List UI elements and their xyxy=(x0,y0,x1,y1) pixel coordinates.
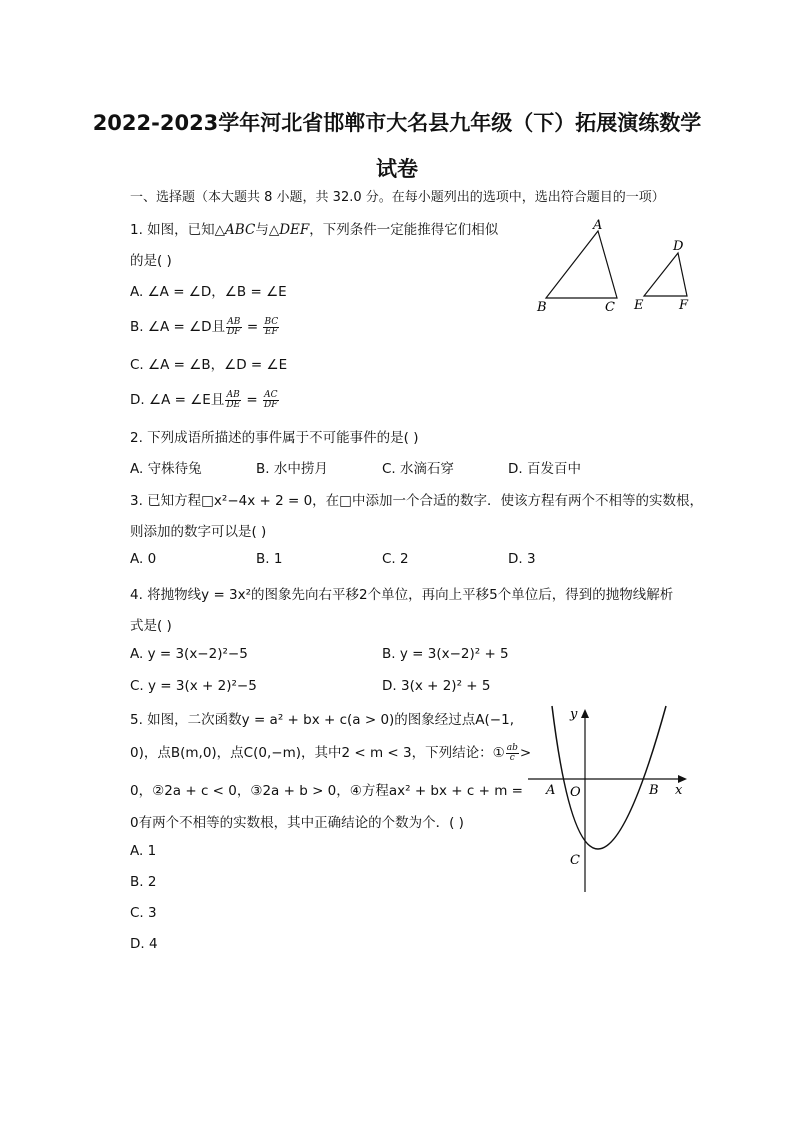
q3-option-d[interactable]: D. 3 xyxy=(508,551,536,567)
q1-triangle-abc: △ABC xyxy=(214,222,256,238)
y-axis-arrow xyxy=(581,709,589,718)
q1-option-a[interactable]: A. ∠A = ∠D，∠B = ∠E xyxy=(130,284,287,300)
q1-triangles-figure xyxy=(530,215,700,315)
q1-triangle-def: △DEF xyxy=(268,222,310,238)
q5-option-b[interactable]: B. 2 xyxy=(130,874,157,890)
q5-stem-line-1: 5. 如图，二次函数y = a² + bx + c(a > 0)的图象经过点A(−1, xyxy=(130,712,514,728)
q5-ab-over-c-fraction xyxy=(506,744,519,763)
q1-option-b-fraction-1 xyxy=(226,318,241,337)
q4-option-a[interactable]: A. y = 3(x−2)²−5 xyxy=(130,646,248,662)
fraction-numerator: BC xyxy=(264,316,279,327)
q1-stem-line-2: 的是( ) xyxy=(130,253,172,269)
q4-stem-line-2: 式是( ) xyxy=(130,618,172,634)
label-d: D xyxy=(673,239,684,254)
q5-parabola-figure xyxy=(525,702,695,902)
q5-option-a[interactable]: A. 1 xyxy=(130,843,157,859)
fraction-denominator: DE xyxy=(226,399,241,410)
fraction-numerator: AB xyxy=(227,316,241,327)
q5-stem-line-2-text: 0)，点B(m,0)，点C(0,−m)，其中2 < m < 3，下列结论：① xyxy=(130,745,505,761)
q5-stem-line-2-gt: > xyxy=(519,745,532,761)
point-label-a: A xyxy=(546,783,556,798)
q3-stem-line-1: 3. 已知方程□x²−4x + 2 = 0，在□中添加一个合适的数字．使该方程有两个不相等的实数根， xyxy=(130,493,703,509)
label-b: B xyxy=(537,300,547,315)
triangle-def xyxy=(644,253,687,296)
q1-stem-line-1 xyxy=(130,218,498,238)
q1-option-d-text: D. ∠A = ∠E且 xyxy=(130,392,225,408)
label-a: A xyxy=(593,218,603,233)
axis-label-x: x xyxy=(675,783,683,798)
q3-option-a[interactable]: A. 0 xyxy=(130,551,157,567)
fraction-denominator: DF xyxy=(264,399,278,410)
q1-stem-a: 1. 如图，已知 xyxy=(130,222,215,238)
section-header: 一、选择题（本大题共 8 小题，共 32.0 分。在每小题列出的选项中，选出符合题目的一项） xyxy=(130,190,665,205)
point-label-b: B xyxy=(649,783,659,798)
q4-option-c[interactable]: C. y = 3(x + 2)²−5 xyxy=(130,678,257,694)
fraction-numerator: ab xyxy=(506,742,518,753)
fraction-denominator: EF xyxy=(264,326,278,337)
q1-option-d-fraction-1 xyxy=(225,391,241,410)
q4-option-b[interactable]: B. y = 3(x−2)² + 5 xyxy=(382,646,509,662)
axis-label-y: y xyxy=(570,707,578,722)
q1-option-d-fraction-2 xyxy=(263,391,278,410)
q5-stem-line-2 xyxy=(130,741,531,763)
fraction-numerator: AC xyxy=(264,389,278,400)
q3-stem-line-2: 则添加的数字可以是( ) xyxy=(130,524,267,540)
page-title xyxy=(90,100,704,192)
triangle-abc xyxy=(546,231,617,298)
q1-option-b-fraction-2 xyxy=(263,318,279,337)
fraction-denominator: c xyxy=(509,752,515,763)
label-f: F xyxy=(679,298,689,313)
q4-stem-line-1: 4. 将抛物线y = 3x²的图象先向右平移2个单位，再向上平移5个单位后，得到的抛物线解析 xyxy=(130,587,674,603)
fraction-numerator: AB xyxy=(226,389,240,400)
point-label-c: C xyxy=(570,853,580,868)
q2-stem: 2. 下列成语所描述的事件属于不可能事件的是( ) xyxy=(130,430,419,446)
fraction-denominator: DF xyxy=(227,326,241,337)
title-line-1: 2022-2023学年河北省邯郸市大名县九年级（下）拓展演练数学 xyxy=(92,111,702,135)
q4-option-d[interactable]: D. 3(x + 2)² + 5 xyxy=(382,678,491,694)
q2-option-c[interactable]: C. 水滴石穿 xyxy=(382,461,455,477)
q1-stem-c: 与 xyxy=(255,222,269,238)
q1-stem-e: ，下列条件一定能推得它们相似 xyxy=(309,222,499,238)
q5-option-d[interactable]: D. 4 xyxy=(130,936,158,952)
q2-option-b[interactable]: B. 水中捞月 xyxy=(256,461,328,477)
q2-option-d[interactable]: D. 百发百中 xyxy=(508,461,581,477)
q1-option-b[interactable]: B. ∠A = ∠D且 $\frac{AB}{DF}$ = $\frac{BC}{EF}$ xyxy=(130,316,279,337)
q5-option-c[interactable]: C. 3 xyxy=(130,905,157,921)
label-c: C xyxy=(605,300,615,315)
origin-label-o: O xyxy=(570,785,581,800)
q3-option-b[interactable]: B. 1 xyxy=(256,551,283,567)
q2-option-a[interactable]: A. 守株待兔 xyxy=(130,461,202,477)
label-e: E xyxy=(634,298,644,313)
q3-option-c[interactable]: C. 2 xyxy=(382,551,409,567)
q5-stem-line-3: 0，②2a + c < 0，③2a + b > 0，④方程ax² + bx + c + m = xyxy=(130,783,523,799)
parabola-curve xyxy=(552,706,666,849)
q1-option-b-text: B. ∠A = ∠D且 xyxy=(130,319,226,335)
title-line-2: 试卷 xyxy=(376,157,418,181)
q1-option-d[interactable]: D. ∠A = ∠E且 $\frac{AB}{DE}$ = $\frac{AC}{DF}$ xyxy=(130,389,278,410)
x-axis-arrow xyxy=(678,775,687,783)
q5-stem-line-4: 0有两个不相等的实数根，其中正确结论的个数为个．( ) xyxy=(130,815,464,831)
q1-option-c[interactable]: C. ∠A = ∠B，∠D = ∠E xyxy=(130,357,288,373)
